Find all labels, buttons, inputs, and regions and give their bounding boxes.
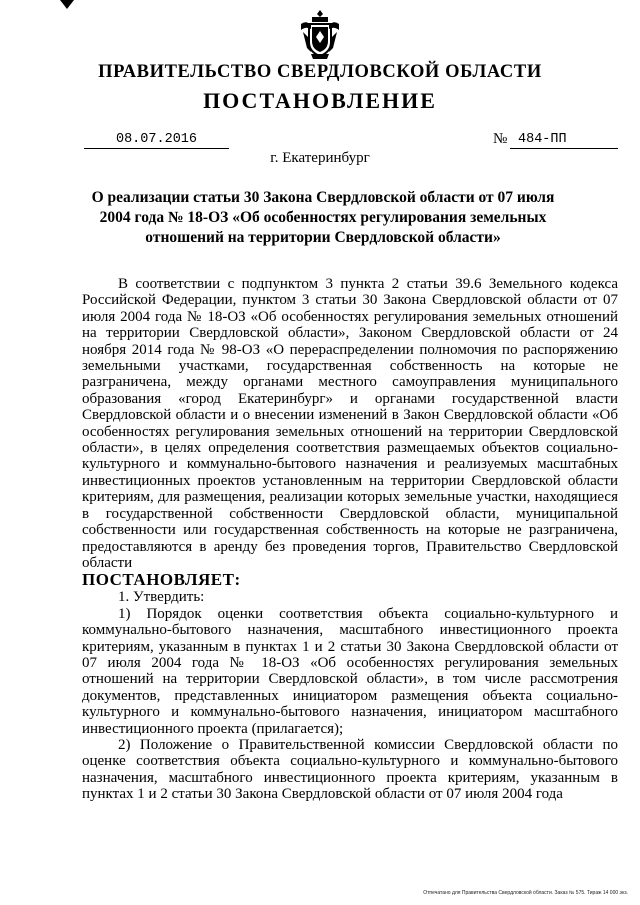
preamble-paragraph: В соответствии с подпунктом 3 пункта 2 статьи 39.6 Земельного кодекса Российской Федерации, пунктом 3 статьи 30 Закона Свердловской области от 07 июля 2004 года № 18-ОЗ «Об особенностях регулирования земельных отношений на территории Свердловской области», Законом Свердловской области от 24 ноября 2014 года № 98-ОЗ «О перераспределении полномочия по распоряжению земельными участками, государственная собственность на которые не разграничена, между органами местного самоуправления муниципального образования «город Екатеринбург» и органами государственной власти Свердловской области и о внесении изменений в Закон Свердловской области «Об особенностях регулирования земельных отношений на территории Свердловской области», в целях определения соответствия размещаемых объектов социально-культурного и коммунально-бытового назначения и реализуемых масштабных инвестиционных проектов установленным на территории Свердловской области критериям, для размещения, реализации которых земельные участки, находящиеся в государственной собственности Свердловской области, муниципальной собственности или государственная собственность на которые не разграничена, предоставляются в аренду без проведения торгов, Правительство Свердловской области [82,276,618,571]
document-type: ПОСТАНОВЛЕНИЕ [203,88,437,113]
resolves-heading: ПОСТАНОВЛЯЕТ: [82,570,241,590]
document-number: 484-ПП [510,132,618,149]
city: г. Екатеринбург [270,150,370,166]
corner-arrow-icon [60,0,74,10]
number-label: № [493,131,508,147]
print-footer: Отпечатано для Правительства Свердловской области. Заказ № 575. Тираж 14 000 экз. [423,890,628,896]
organization-name: ПРАВИТЕЛЬСТВО СВЕРДЛОВСКОЙ ОБЛАСТИ [98,62,542,82]
item-1: 1. Утвердить: [118,589,205,606]
coat-of-arms-emblem [297,8,343,60]
item-1-1: 1) Порядок оценки соответствия объекта социально-культурного и коммунально-бытового назначения, масштабного инвестиционного проекта критериям, указанным в пунктах 1 и 2 статьи 30 Закона Свердловской области от 07 июля 2004 года № 18-ОЗ «Об особенностях регулирования земельных отношений на территории Свердловской области», в том числе рассмотрения документов, представленных инициатором размещения объекта социально-культурного и коммунально-бытового назначения, инициатором масштабного инвестиционного проекта (прилагается); [82,605,618,737]
document-body [82,276,618,803]
document-title: О реализации статьи 30 Закона Свердловской области от 07 июля 2004 года № 18-ОЗ «Об особенностях регулирования земельных отношений на территории Свердловской области» [91,189,555,246]
document-date: 08.07.2016 [84,132,229,149]
item-1-2: 2) Положение о Правительственной комиссии Свердловской области по оценке соответствия объекта социально-культурного и коммунально-бытового назначения, масштабного инвестиционного проекта критериям, указанным в пунктах 1 и 2 статьи 30 Закона Свердловской области от 07 июля 2004 года [82,736,618,803]
